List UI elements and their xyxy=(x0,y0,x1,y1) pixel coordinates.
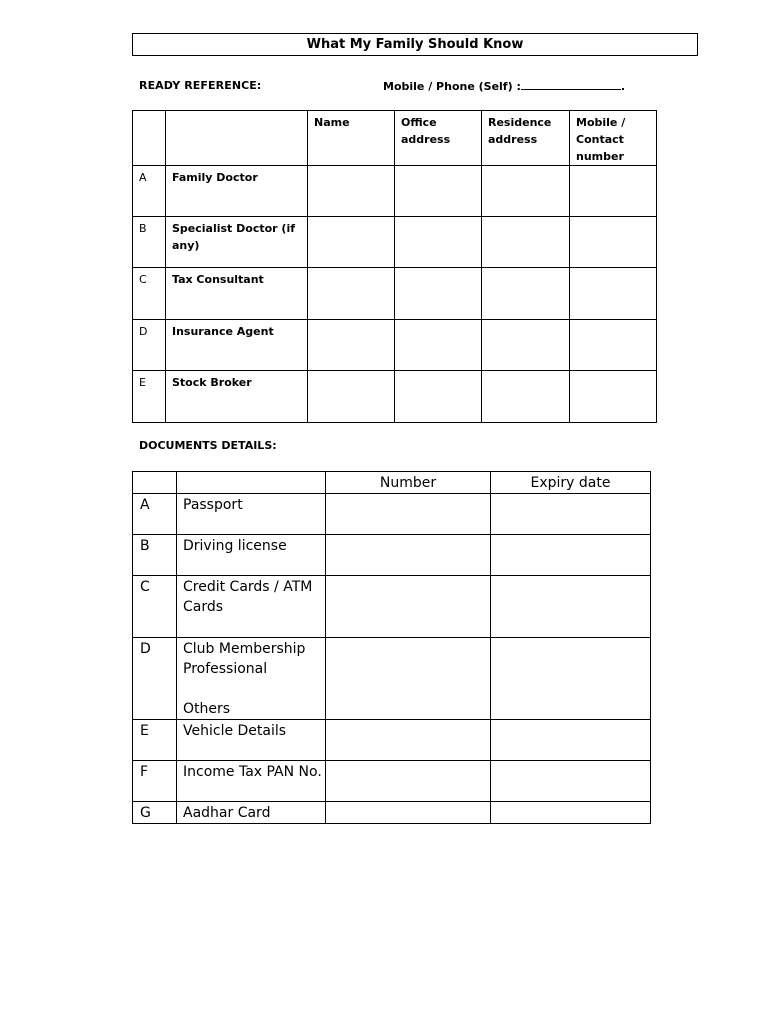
ref-row-letter: C xyxy=(133,268,166,320)
ref-cell-name[interactable] xyxy=(308,268,395,320)
doc-header-letter xyxy=(133,472,177,494)
ref-header-row xyxy=(133,111,657,166)
ref-cell-office[interactable] xyxy=(395,371,482,423)
ref-header-office-address: Office address xyxy=(395,111,482,166)
doc-row xyxy=(133,638,651,720)
doc-row-label: Passport xyxy=(177,494,326,535)
ref-row-letter: E xyxy=(133,371,166,423)
ref-header-name: Name xyxy=(308,111,395,166)
ref-cell-mobile[interactable] xyxy=(570,268,657,320)
doc-cell-expiry[interactable] xyxy=(491,720,651,761)
ref-header-letter xyxy=(133,111,166,166)
ref-row-letter: B xyxy=(133,217,166,268)
ref-cell-name[interactable] xyxy=(308,217,395,268)
doc-row-letter: F xyxy=(133,761,177,802)
doc-row xyxy=(133,535,651,576)
ref-cell-residence[interactable] xyxy=(482,166,570,217)
doc-cell-expiry[interactable] xyxy=(491,761,651,802)
ref-row xyxy=(133,320,657,371)
ref-cell-mobile[interactable] xyxy=(570,217,657,268)
mobile-self-blank[interactable] xyxy=(521,79,621,90)
doc-row xyxy=(133,720,651,761)
doc-cell-expiry[interactable] xyxy=(491,494,651,535)
ref-cell-name[interactable] xyxy=(308,371,395,423)
ref-row-label: Stock Broker xyxy=(166,371,308,423)
mobile-self-label: Mobile / Phone (Self) : xyxy=(383,80,521,93)
ref-cell-name[interactable] xyxy=(308,320,395,371)
doc-row-letter: A xyxy=(133,494,177,535)
ref-cell-office[interactable] xyxy=(395,166,482,217)
doc-header-row xyxy=(133,472,651,494)
doc-cell-expiry[interactable] xyxy=(491,802,651,824)
ref-cell-office[interactable] xyxy=(395,320,482,371)
mobile-self-suffix: . xyxy=(620,80,626,93)
ref-header-role xyxy=(166,111,308,166)
ref-row xyxy=(133,371,657,423)
doc-row-label: Vehicle Details xyxy=(177,720,326,761)
ref-cell-residence[interactable] xyxy=(482,320,570,371)
doc-row-label: Credit Cards / ATM Cards xyxy=(177,576,326,638)
doc-header-number: Number xyxy=(326,472,491,494)
doc-row-label: Income Tax PAN No. xyxy=(177,761,326,802)
doc-row-label: Aadhar Card xyxy=(177,802,326,824)
ref-row xyxy=(133,217,657,268)
doc-row xyxy=(133,802,651,824)
doc-row xyxy=(133,576,651,638)
doc-cell-number[interactable] xyxy=(326,576,491,638)
doc-row xyxy=(133,494,651,535)
ref-row xyxy=(133,166,657,217)
ref-row xyxy=(133,268,657,320)
ready-reference-label: READY REFERENCE: xyxy=(139,79,262,92)
ref-row-letter: A xyxy=(133,166,166,217)
page-title: What My Family Should Know xyxy=(132,33,698,56)
doc-row-label: Club Membership Professional xyxy=(183,641,306,677)
documents-details-label: DOCUMENTS DETAILS: xyxy=(139,439,277,452)
doc-row-label-others: Others xyxy=(183,701,231,717)
ref-cell-mobile[interactable] xyxy=(570,166,657,217)
mobile-self-field[interactable] xyxy=(383,79,625,93)
ref-header-mobile-contact: Mobile / Contact number xyxy=(570,111,657,166)
ref-cell-office[interactable] xyxy=(395,268,482,320)
doc-row-letter: E xyxy=(133,720,177,761)
ref-cell-residence[interactable] xyxy=(482,268,570,320)
doc-row-label-cell xyxy=(177,638,326,720)
ref-row-label: Specialist Doctor (if any) xyxy=(166,217,308,268)
documents-table xyxy=(132,471,651,824)
ref-row-label: Family Doctor xyxy=(166,166,308,217)
ready-reference-table xyxy=(132,110,657,423)
ref-cell-mobile[interactable] xyxy=(570,320,657,371)
doc-cell-number[interactable] xyxy=(326,638,491,720)
ref-cell-residence[interactable] xyxy=(482,217,570,268)
ref-header-residence-address: Residence address xyxy=(482,111,570,166)
doc-row-letter: D xyxy=(133,638,177,720)
doc-row xyxy=(133,761,651,802)
doc-cell-number[interactable] xyxy=(326,802,491,824)
doc-cell-number[interactable] xyxy=(326,761,491,802)
ref-cell-residence[interactable] xyxy=(482,371,570,423)
doc-cell-expiry[interactable] xyxy=(491,535,651,576)
doc-cell-number[interactable] xyxy=(326,535,491,576)
doc-cell-number[interactable] xyxy=(326,494,491,535)
ref-cell-office[interactable] xyxy=(395,217,482,268)
doc-row-letter: G xyxy=(133,802,177,824)
doc-cell-expiry[interactable] xyxy=(491,576,651,638)
doc-cell-number[interactable] xyxy=(326,720,491,761)
doc-row-letter: C xyxy=(133,576,177,638)
ref-cell-name[interactable] xyxy=(308,166,395,217)
doc-cell-expiry[interactable] xyxy=(491,638,651,720)
ref-row-label: Tax Consultant xyxy=(166,268,308,320)
doc-row-letter: B xyxy=(133,535,177,576)
ref-cell-mobile[interactable] xyxy=(570,371,657,423)
doc-header-document xyxy=(177,472,326,494)
ref-row-label: Insurance Agent xyxy=(166,320,308,371)
doc-header-expiry-date: Expiry date xyxy=(491,472,651,494)
doc-row-label: Driving license xyxy=(177,535,326,576)
ref-row-letter: D xyxy=(133,320,166,371)
